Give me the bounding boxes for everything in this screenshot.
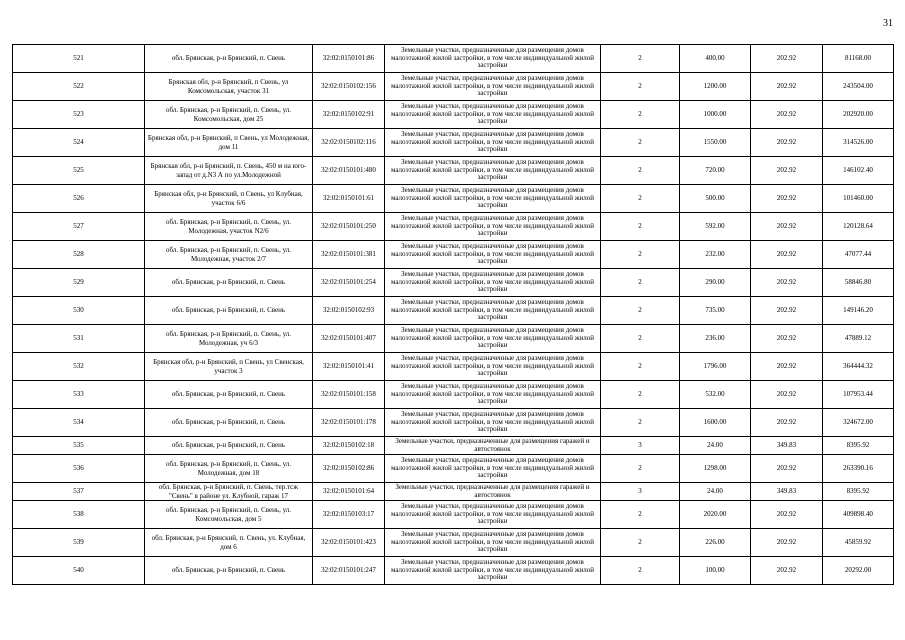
cadastral-number-cell: 32:02:0150102:156 xyxy=(313,73,385,101)
table-row xyxy=(13,325,894,353)
group-cell: 2 xyxy=(601,101,680,129)
area-cell: 1200.00 xyxy=(680,73,751,101)
rate-cell: 202.92 xyxy=(751,557,823,585)
row-number-cell: 522 xyxy=(13,73,145,101)
cadastral-number-cell: 32:02:0150101:41 xyxy=(313,353,385,381)
table-row xyxy=(13,269,894,297)
cadastral-number-cell: 32:02:0150102:93 xyxy=(313,297,385,325)
cadastral-value-cell: 263390.16 xyxy=(823,455,894,483)
cadastral-number-cell: 32:02:0150101:381 xyxy=(313,241,385,269)
cadastral-number-cell: 32:02:0150101:86 xyxy=(313,45,385,73)
table-row xyxy=(13,353,894,381)
cadastral-number-cell: 32:02:0150101:158 xyxy=(313,381,385,409)
land-use-cell: Земельные участки, предназначенные для размещения домов малоэтажной жилой застройки, в том числе индивидуальной жилой застройки xyxy=(385,269,601,297)
cadastral-value-cell: 8395.92 xyxy=(823,437,894,455)
address-cell: обл. Брянская, р-н Брянский, п. Свень xyxy=(145,381,313,409)
cadastral-value-cell: 20292.00 xyxy=(823,557,894,585)
cadastral-number-cell: 32:02:0150102:18 xyxy=(313,437,385,455)
table-row xyxy=(13,409,894,437)
address-cell: обл. Брянская, р-н Брянский, п. Свень, тер.тсж "Свень" в районе ул. Клубной, гараж 17 xyxy=(145,483,313,501)
area-cell: 24.00 xyxy=(680,483,751,501)
table-body xyxy=(13,45,894,585)
rate-cell: 202.92 xyxy=(751,129,823,157)
cadastral-value-cell: 8395.92 xyxy=(823,483,894,501)
cadastral-value-cell: 202920.00 xyxy=(823,101,894,129)
rate-cell: 202.92 xyxy=(751,353,823,381)
group-cell: 3 xyxy=(601,483,680,501)
address-cell: обл. Брянская, р-н Брянский, п. Свень xyxy=(145,409,313,437)
rate-cell: 202.92 xyxy=(751,409,823,437)
address-cell: обл. Брянская, р-н Брянский, п. Свень xyxy=(145,45,313,73)
rate-cell: 202.92 xyxy=(751,529,823,557)
table-row xyxy=(13,557,894,585)
area-cell: 1298.00 xyxy=(680,455,751,483)
table-row xyxy=(13,45,894,73)
rate-cell: 349.83 xyxy=(751,483,823,501)
table-row xyxy=(13,241,894,269)
cadastral-value-cell: 149146.20 xyxy=(823,297,894,325)
group-cell: 3 xyxy=(601,437,680,455)
area-cell: 100.00 xyxy=(680,557,751,585)
cadastral-number-cell: 32:02:0150101:407 xyxy=(313,325,385,353)
land-use-cell: Земельные участки, предназначенные для размещения домов малоэтажной жилой застройки, в том числе индивидуальной жилой застройки xyxy=(385,381,601,409)
rate-cell: 202.92 xyxy=(751,297,823,325)
address-cell: Брянская обл, р-н Брянский, п Свень, ул Молодежная, дом 11 xyxy=(145,129,313,157)
land-use-cell: Земельные участки, предназначенные для размещения домов малоэтажной жилой застройки, в том числе индивидуальной жилой застройки xyxy=(385,501,601,529)
cadastral-number-cell: 32:02:0150101:250 xyxy=(313,213,385,241)
rate-cell: 202.92 xyxy=(751,241,823,269)
group-cell: 2 xyxy=(601,73,680,101)
table-row xyxy=(13,529,894,557)
row-number-cell: 532 xyxy=(13,353,145,381)
group-cell: 2 xyxy=(601,353,680,381)
row-number-cell: 527 xyxy=(13,213,145,241)
row-number-cell: 537 xyxy=(13,483,145,501)
rate-cell: 202.92 xyxy=(751,455,823,483)
row-number-cell: 538 xyxy=(13,501,145,529)
table-row xyxy=(13,381,894,409)
group-cell: 2 xyxy=(601,213,680,241)
rate-cell: 202.92 xyxy=(751,381,823,409)
land-registry-table xyxy=(12,44,894,585)
cadastral-value-cell: 324672.00 xyxy=(823,409,894,437)
area-cell: 1600.00 xyxy=(680,409,751,437)
group-cell: 2 xyxy=(601,185,680,213)
land-use-cell: Земельные участки, предназначенные для размещения домов малоэтажной жилой застройки, в том числе индивидуальной жилой застройки xyxy=(385,73,601,101)
cadastral-number-cell: 32:02:0150101:247 xyxy=(313,557,385,585)
address-cell: обл. Брянская, р-н Брянский, п. Свень, ул. Молодежная, дом 18 xyxy=(145,455,313,483)
address-cell: обл. Брянская, р-н Брянский, п. Свень, ул. Молодежная, участок 2/7 xyxy=(145,241,313,269)
address-cell: обл. Брянская, р-н Брянский, п. Свень xyxy=(145,269,313,297)
cadastral-number-cell: 32:02:0150102:91 xyxy=(313,101,385,129)
cadastral-number-cell: 32:02:0150101:480 xyxy=(313,157,385,185)
area-cell: 400.00 xyxy=(680,45,751,73)
row-number-cell: 523 xyxy=(13,101,145,129)
rate-cell: 202.92 xyxy=(751,213,823,241)
row-number-cell: 535 xyxy=(13,437,145,455)
rate-cell: 202.92 xyxy=(751,157,823,185)
group-cell: 2 xyxy=(601,325,680,353)
rate-cell: 202.92 xyxy=(751,101,823,129)
land-use-cell: Земельные участки, предназначенные для размещения домов малоэтажной жилой застройки, в том числе индивидуальной жилой застройки xyxy=(385,557,601,585)
area-cell: 1000.00 xyxy=(680,101,751,129)
table-row xyxy=(13,437,894,455)
group-cell: 2 xyxy=(601,241,680,269)
row-number-cell: 539 xyxy=(13,529,145,557)
page-number: 31 xyxy=(883,18,893,29)
group-cell: 2 xyxy=(601,45,680,73)
table-row xyxy=(13,213,894,241)
rate-cell: 202.92 xyxy=(751,45,823,73)
land-use-cell: Земельные участки, предназначенные для размещения домов малоэтажной жилой застройки, в том числе индивидуальной жилой застройки xyxy=(385,409,601,437)
row-number-cell: 529 xyxy=(13,269,145,297)
land-use-cell: Земельные участки, предназначенные для размещения домов малоэтажной жилой застройки, в том числе индивидуальной жилой застройки xyxy=(385,101,601,129)
group-cell: 2 xyxy=(601,529,680,557)
group-cell: 2 xyxy=(601,297,680,325)
row-number-cell: 534 xyxy=(13,409,145,437)
address-cell: Брянская обл, р-н Брянский, п Свень, ул Свенская, участок 3 xyxy=(145,353,313,381)
row-number-cell: 528 xyxy=(13,241,145,269)
table-row xyxy=(13,185,894,213)
group-cell: 2 xyxy=(601,557,680,585)
table-row xyxy=(13,157,894,185)
land-use-cell: Земельные участки, предназначенные для размещения домов малоэтажной жилой застройки, в том числе индивидуальной жилой застройки xyxy=(385,185,601,213)
land-use-cell: Земельные участки, предназначенные для размещения домов малоэтажной жилой застройки, в том числе индивидуальной жилой застройки xyxy=(385,157,601,185)
group-cell: 2 xyxy=(601,381,680,409)
area-cell: 500.00 xyxy=(680,185,751,213)
rate-cell: 202.92 xyxy=(751,73,823,101)
cadastral-value-cell: 146102.40 xyxy=(823,157,894,185)
land-use-cell: Земельные участки, предназначенные для размещения домов малоэтажной жилой застройки, в том числе индивидуальной жилой застройки xyxy=(385,325,601,353)
cadastral-value-cell: 314526.00 xyxy=(823,129,894,157)
land-use-cell: Земельные участки, предназначенные для размещения домов малоэтажной жилой застройки, в том числе индивидуальной жилой застройки xyxy=(385,241,601,269)
group-cell: 2 xyxy=(601,501,680,529)
area-cell: 1796.00 xyxy=(680,353,751,381)
group-cell: 2 xyxy=(601,269,680,297)
cadastral-number-cell: 32:02:0150101:61 xyxy=(313,185,385,213)
table-row xyxy=(13,73,894,101)
address-cell: обл. Брянская, р-н Брянский, п. Свень xyxy=(145,437,313,455)
rate-cell: 349.83 xyxy=(751,437,823,455)
land-use-cell: Земельные участки, предназначенные для размещения домов малоэтажной жилой застройки, в том числе индивидуальной жилой застройки xyxy=(385,529,601,557)
table-row xyxy=(13,129,894,157)
address-cell: Брянская обл, р-н Брянский, п. Свень, 450 м на юго-запад от д.N3 А по ул.Молодежной xyxy=(145,157,313,185)
cadastral-value-cell: 120128.64 xyxy=(823,213,894,241)
cadastral-number-cell: 32:02:0150101:64 xyxy=(313,483,385,501)
area-cell: 236.00 xyxy=(680,325,751,353)
address-cell: Брянская обл, р-н Брянский, п Свень, ул Клубная, участок 6/6 xyxy=(145,185,313,213)
table-row xyxy=(13,297,894,325)
row-number-cell: 525 xyxy=(13,157,145,185)
land-use-cell: Земельные участки, предназначенные для размещения домов малоэтажной жилой застройки, в том числе индивидуальной жилой застройки xyxy=(385,455,601,483)
area-cell: 226.00 xyxy=(680,529,751,557)
cadastral-number-cell: 32:02:0150101:254 xyxy=(313,269,385,297)
land-use-cell: Земельные участки, предназначенные для размещения домов малоэтажной жилой застройки, в том числе индивидуальной жилой застройки xyxy=(385,353,601,381)
cadastral-value-cell: 47077.44 xyxy=(823,241,894,269)
cadastral-number-cell: 32:02:0150101:423 xyxy=(313,529,385,557)
land-use-cell: Земельные участки, предназначенные для размещения домов малоэтажной жилой застройки, в том числе индивидуальной жилой застройки xyxy=(385,297,601,325)
table-row xyxy=(13,483,894,501)
address-cell: обл. Брянская, р-н Брянский, п. Свень, ул. Комсомольская, дом 25 xyxy=(145,101,313,129)
row-number-cell: 526 xyxy=(13,185,145,213)
row-number-cell: 521 xyxy=(13,45,145,73)
group-cell: 2 xyxy=(601,157,680,185)
address-cell: обл. Брянская, р-н Брянский, п. Свень, ул. Клубная, дом 6 xyxy=(145,529,313,557)
row-number-cell: 536 xyxy=(13,455,145,483)
table-row xyxy=(13,501,894,529)
area-cell: 2020.00 xyxy=(680,501,751,529)
area-cell: 592.00 xyxy=(680,213,751,241)
cadastral-value-cell: 101460.00 xyxy=(823,185,894,213)
group-cell: 2 xyxy=(601,409,680,437)
cadastral-number-cell: 32:02:0150103:17 xyxy=(313,501,385,529)
address-cell: обл. Брянская, р-н Брянский, п. Свень, ул. Молодежная, уч 6/3 xyxy=(145,325,313,353)
rate-cell: 202.92 xyxy=(751,269,823,297)
land-use-cell: Земельные участки, предназначенные для размещения гаражей и автостоянок xyxy=(385,437,601,455)
area-cell: 290.00 xyxy=(680,269,751,297)
address-cell: обл. Брянская, р-н Брянский, п. Свень xyxy=(145,297,313,325)
row-number-cell: 540 xyxy=(13,557,145,585)
area-cell: 232.00 xyxy=(680,241,751,269)
area-cell: 24.00 xyxy=(680,437,751,455)
rate-cell: 202.92 xyxy=(751,185,823,213)
address-cell: обл. Брянская, р-н Брянский, п. Свень xyxy=(145,557,313,585)
address-cell: обл. Брянская, р-н Брянский, п. Свень, ул. Комсомольская, дом 5 xyxy=(145,501,313,529)
cadastral-number-cell: 32:02:0150102:116 xyxy=(313,129,385,157)
area-cell: 720.00 xyxy=(680,157,751,185)
cadastral-value-cell: 81168.00 xyxy=(823,45,894,73)
rate-cell: 202.92 xyxy=(751,501,823,529)
land-use-cell: Земельные участки, предназначенные для размещения домов малоэтажной жилой застройки, в том числе индивидуальной жилой застройки xyxy=(385,45,601,73)
land-use-cell: Земельные участки, предназначенные для размещения домов малоэтажной жилой застройки, в том числе индивидуальной жилой застройки xyxy=(385,213,601,241)
cadastral-value-cell: 45859.92 xyxy=(823,529,894,557)
rate-cell: 202.92 xyxy=(751,325,823,353)
cadastral-value-cell: 58846.80 xyxy=(823,269,894,297)
table-row xyxy=(13,101,894,129)
table-row xyxy=(13,455,894,483)
address-cell: обл. Брянская, р-н Брянский, п. Свень, ул. Молодежная, участок N2/6 xyxy=(145,213,313,241)
area-cell: 532.00 xyxy=(680,381,751,409)
group-cell: 2 xyxy=(601,129,680,157)
cadastral-number-cell: 32:02:0150102:86 xyxy=(313,455,385,483)
cadastral-value-cell: 47889.12 xyxy=(823,325,894,353)
cadastral-number-cell: 32:02:0150101:178 xyxy=(313,409,385,437)
land-use-cell: Земельные участки, предназначенные для размещения гаражей и автостоянок xyxy=(385,483,601,501)
cadastral-value-cell: 243504.00 xyxy=(823,73,894,101)
cadastral-value-cell: 409898.40 xyxy=(823,501,894,529)
group-cell: 2 xyxy=(601,455,680,483)
area-cell: 735.00 xyxy=(680,297,751,325)
land-use-cell: Земельные участки, предназначенные для размещения домов малоэтажной жилой застройки, в том числе индивидуальной жилой застройки xyxy=(385,129,601,157)
row-number-cell: 533 xyxy=(13,381,145,409)
row-number-cell: 531 xyxy=(13,325,145,353)
cadastral-value-cell: 364444.32 xyxy=(823,353,894,381)
row-number-cell: 524 xyxy=(13,129,145,157)
area-cell: 1550.00 xyxy=(680,129,751,157)
cadastral-value-cell: 107953.44 xyxy=(823,381,894,409)
address-cell: Брянская обл, р-н Брянский, п Свень, ул Комсомольская, участок 31 xyxy=(145,73,313,101)
row-number-cell: 530 xyxy=(13,297,145,325)
